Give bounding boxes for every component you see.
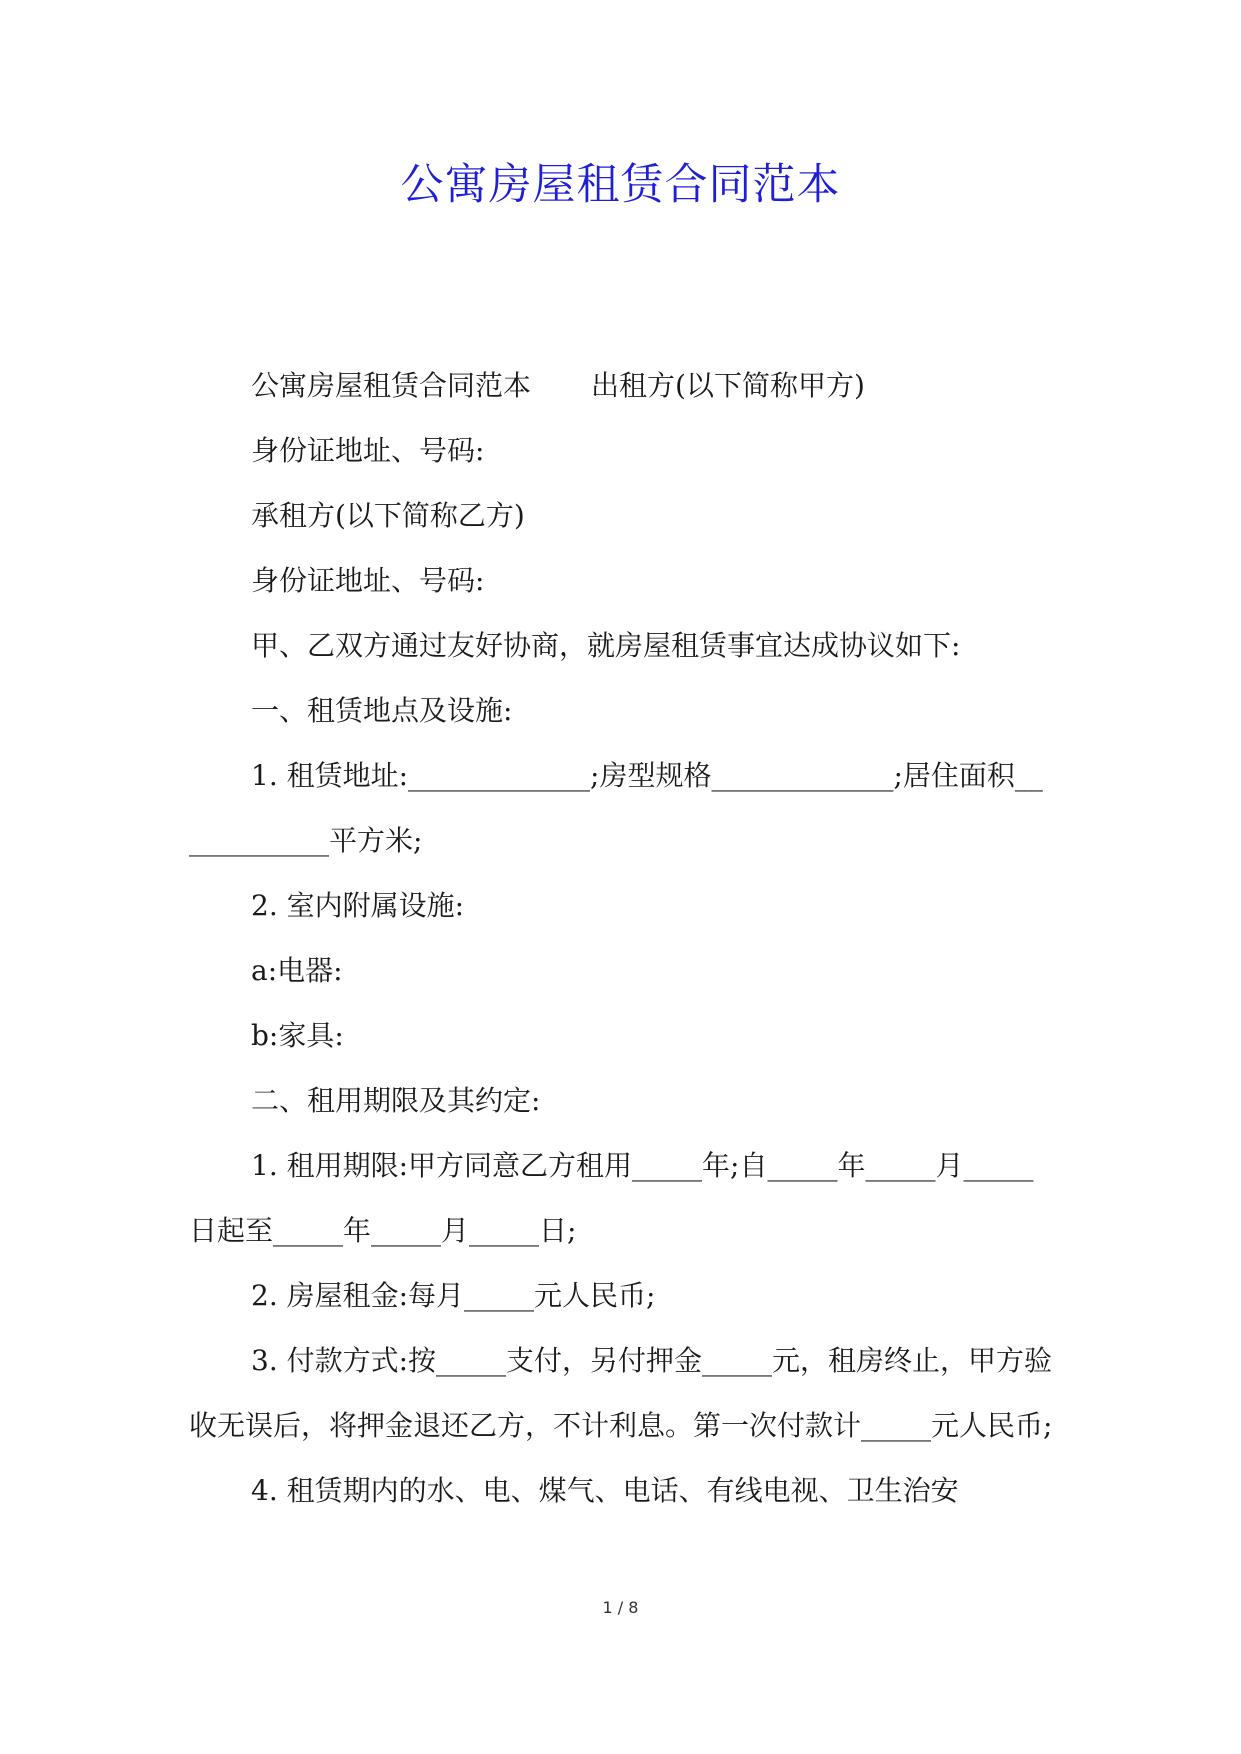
document-title: 公寓房屋租赁合同范本 <box>400 160 841 210</box>
paragraph: 一、租赁地点及设施: <box>251 694 513 727</box>
paragraph: 甲、乙双方通过友好协商，就房屋租赁事宜达成协议如下: <box>251 629 961 662</box>
document-body <box>189 353 1054 1523</box>
paragraph: 3. 付款方式:按_____支付，另付押金_____元，租房终止，甲方验收无误后，将押金退还乙方，不计利息。第一次付款计_____元人民币; <box>189 1344 1053 1442</box>
paragraph-text: 公寓房屋租赁合同范本 <box>251 369 532 402</box>
paragraph <box>189 353 1054 418</box>
paragraph-text: 出租方(以下简称甲方) <box>591 369 865 402</box>
paragraph: 1. 租用期限:甲方同意乙方租用_____年;自_____年_____月_____日起至_____年_____月_____日; <box>189 1149 1034 1247</box>
paragraph: 1. 租赁地址:_____________;房型规格_____________;居住面积____________平方米; <box>189 759 1043 857</box>
paragraph: 身份证地址、号码: <box>251 434 485 467</box>
paragraph: a:电器: <box>251 954 343 987</box>
page-number: 1 / 8 <box>602 1598 639 1617</box>
paragraph: 2. 房屋租金:每月_____元人民币; <box>251 1279 656 1312</box>
paragraph: b:家具: <box>251 1019 344 1052</box>
paragraph: 二、租用期限及其约定: <box>251 1084 541 1117</box>
paragraph: 承租方(以下简称乙方) <box>251 499 525 532</box>
paragraph: 身份证地址、号码: <box>251 564 485 597</box>
paragraph: 4. 租赁期内的水、电、煤气、电话、有线电视、卫生治安 <box>251 1474 959 1507</box>
paragraph: 2. 室内附属设施: <box>251 889 465 922</box>
